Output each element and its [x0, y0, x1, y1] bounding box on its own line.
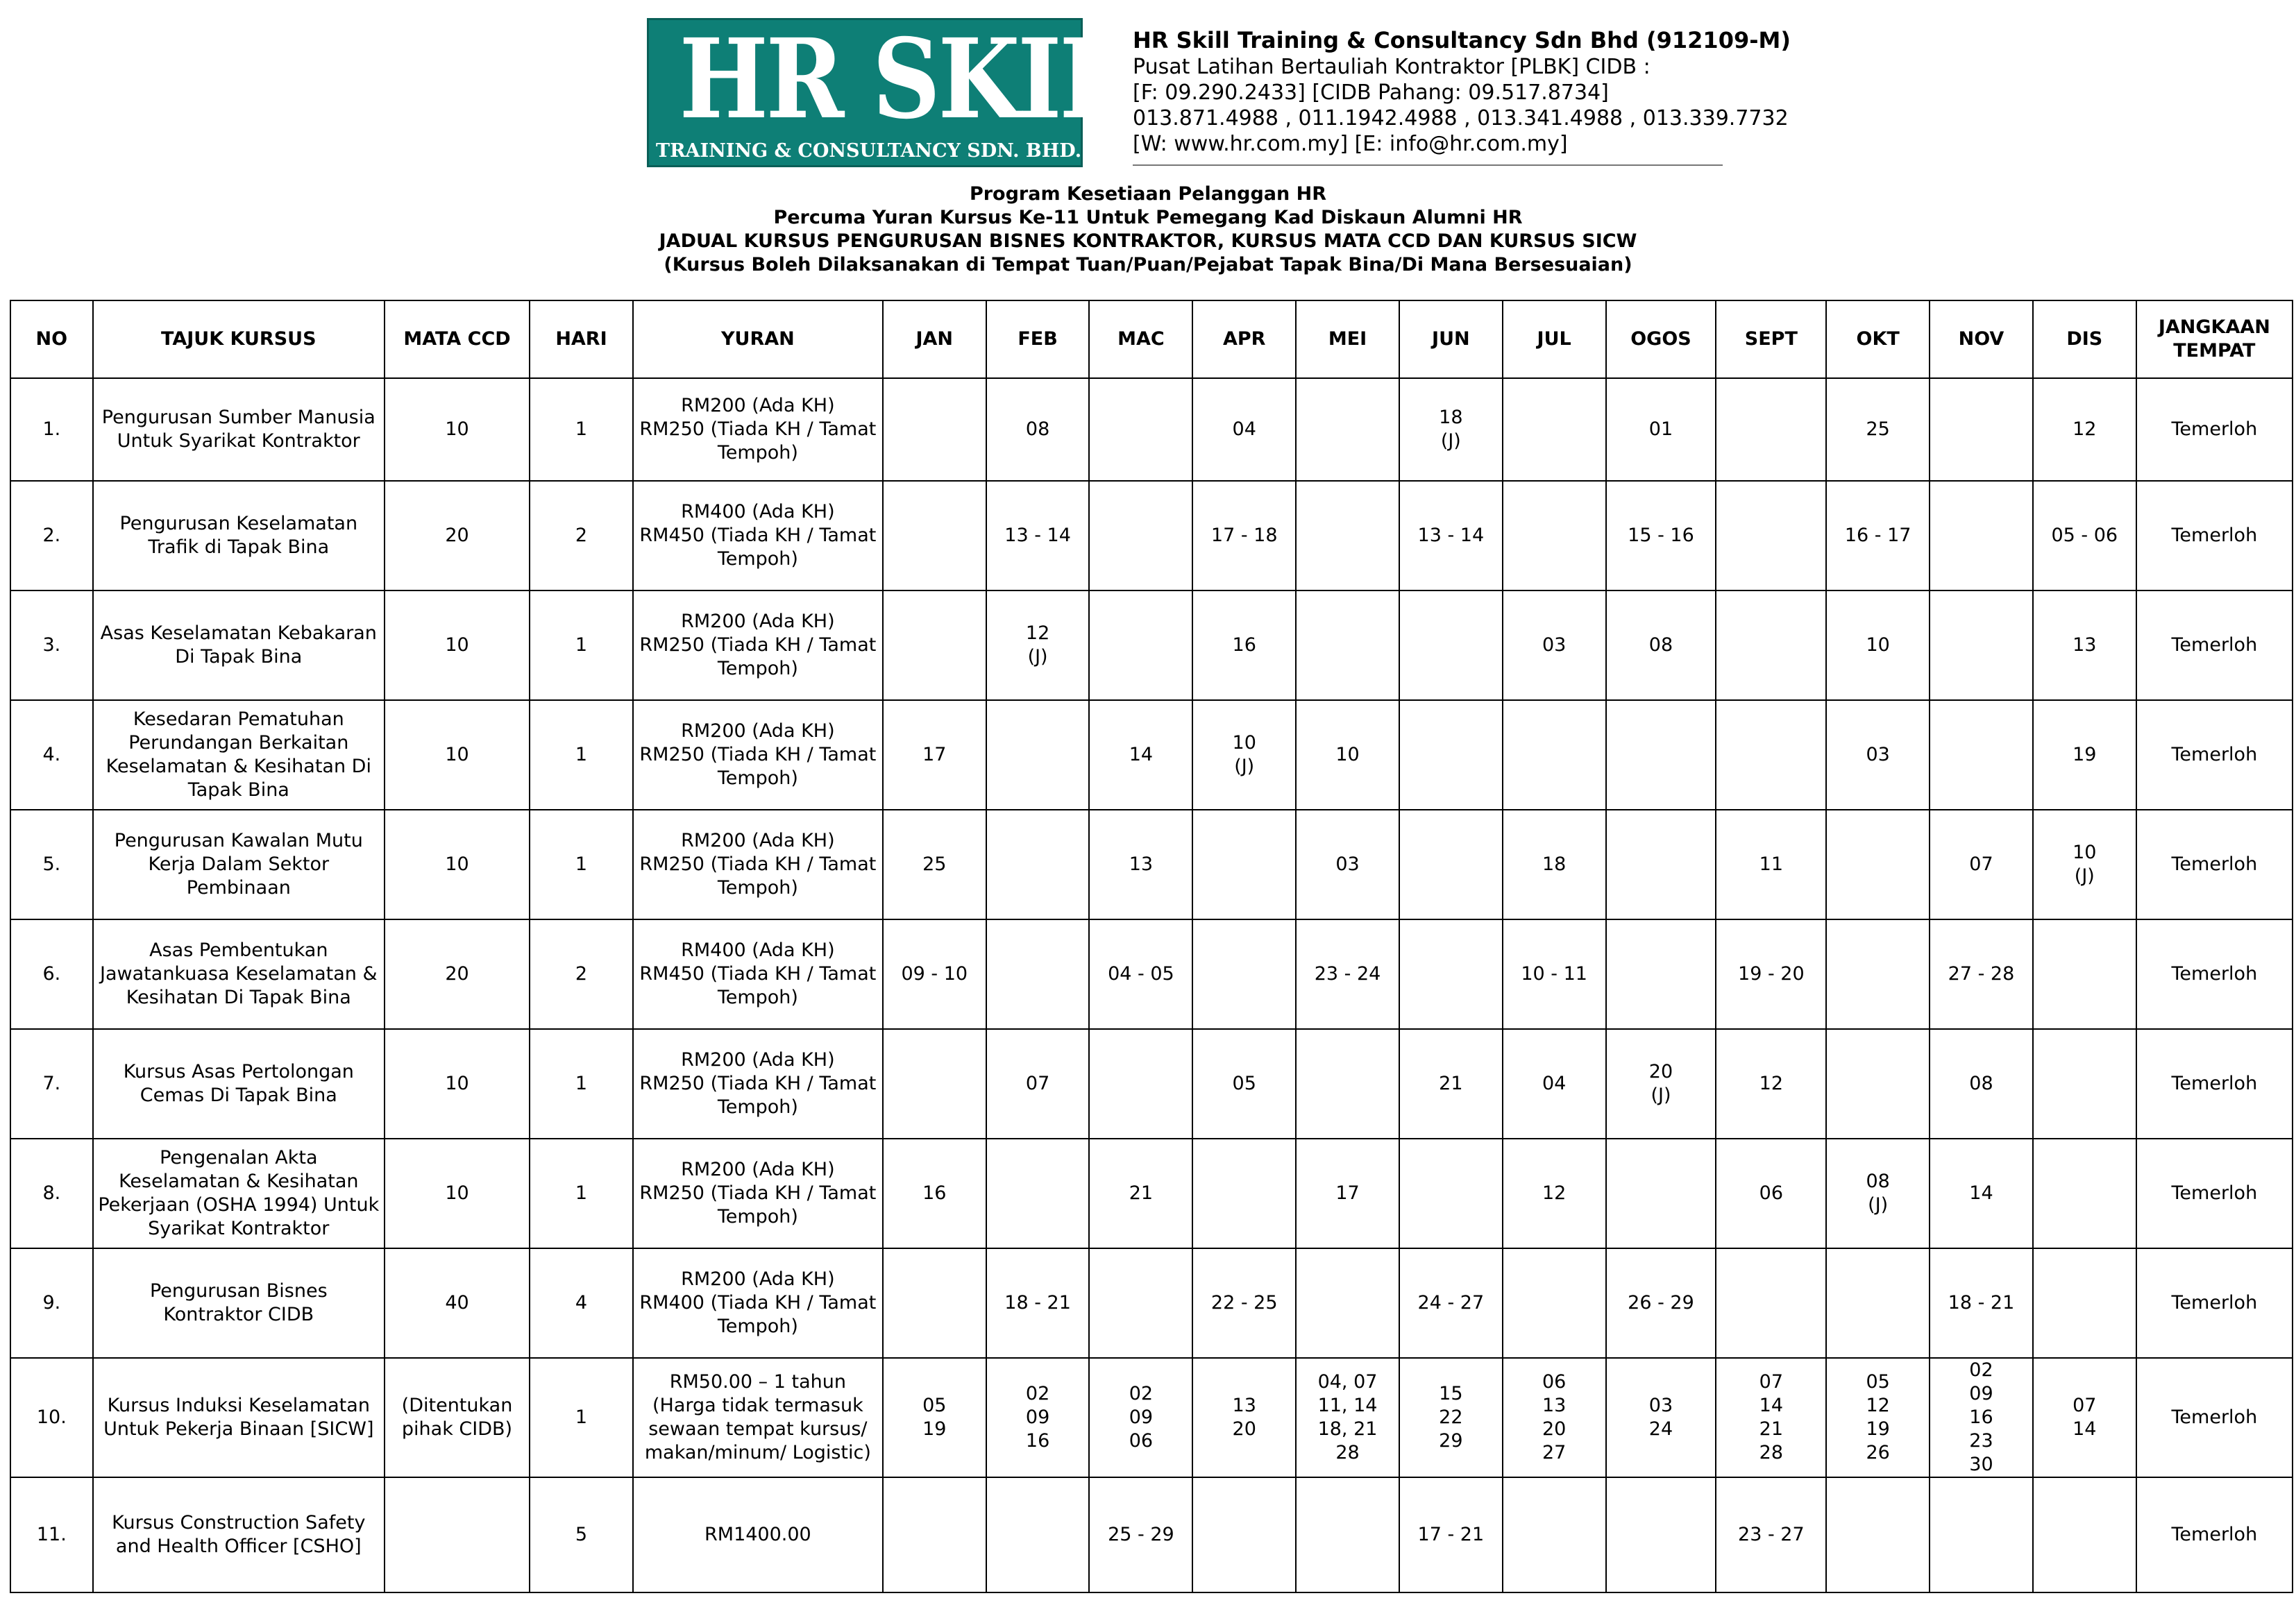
- schedule-cell: 12: [1503, 1139, 1606, 1248]
- course-days: 2: [530, 481, 633, 590]
- ccd-points: (Ditentukan pihak CIDB): [385, 1358, 530, 1477]
- title-line-2: Percuma Yuran Kursus Ke-11 Untuk Pemegang Kad Diskaun Alumni HR: [773, 207, 1523, 228]
- column-header: JANGKAAN TEMPAT: [2136, 300, 2293, 378]
- ccd-points: 40: [385, 1248, 530, 1358]
- company-line-2: [F: 09.290.2433] [CIDB Pahang: 09.517.8734]: [1133, 80, 1609, 105]
- course-title: Asas Keselamatan Kebakaran Di Tapak Bina: [93, 590, 385, 700]
- column-header: MEI: [1296, 300, 1399, 378]
- course-fee: RM200 (Ada KH) RM250 (Tiada KH / Tamat Tempoh): [633, 1029, 883, 1139]
- course-days: 1: [530, 590, 633, 700]
- schedule-cell: 19 - 20: [1716, 919, 1826, 1029]
- schedule-cell: [1192, 1139, 1296, 1248]
- schedule-cell: [1826, 1029, 1930, 1139]
- header-divider: [1133, 164, 1723, 166]
- schedule-cell: [1606, 1139, 1716, 1248]
- schedule-cell: [1399, 810, 1503, 919]
- schedule-cell: [2033, 1139, 2136, 1248]
- schedule-cell: [1826, 810, 1930, 919]
- course-days: 1: [530, 810, 633, 919]
- table-row: [10, 1248, 2293, 1358]
- schedule-cell: [1192, 919, 1296, 1029]
- schedule-cell: [883, 1248, 986, 1358]
- ccd-points: 10: [385, 1029, 530, 1139]
- schedule-cell: [1399, 919, 1503, 1029]
- schedule-cell: 18 (J): [1399, 378, 1503, 481]
- schedule-cell: 07: [1930, 810, 2033, 919]
- ccd-points: [385, 1477, 530, 1592]
- schedule-cell: [1716, 590, 1826, 700]
- course-title: Pengurusan Kawalan Mutu Kerja Dalam Sektor Pembinaan: [93, 810, 385, 919]
- column-header: APR: [1192, 300, 1296, 378]
- table-row: [10, 700, 2293, 810]
- schedule-cell: [1296, 1248, 1399, 1358]
- schedule-cell: 08: [1606, 590, 1716, 700]
- schedule-cell: [2033, 1029, 2136, 1139]
- schedule-cell: 19: [2033, 700, 2136, 810]
- schedule-cell: [1089, 1029, 1192, 1139]
- venue: Temerloh: [2136, 1358, 2293, 1477]
- schedule-cell: 05 19: [883, 1358, 986, 1477]
- column-header: NO: [10, 300, 93, 378]
- schedule-cell: 01: [1606, 378, 1716, 481]
- schedule-cell: [883, 590, 986, 700]
- schedule-cell: 03 24: [1606, 1358, 1716, 1477]
- venue: Temerloh: [2136, 1477, 2293, 1592]
- table-row: [10, 919, 2293, 1029]
- schedule-cell: 02 09 16: [986, 1358, 1090, 1477]
- schedule-cell: [986, 810, 1090, 919]
- column-header: OKT: [1826, 300, 1930, 378]
- table-row: [10, 1477, 2293, 1592]
- schedule-cell: 15 22 29: [1399, 1358, 1503, 1477]
- schedule-cell: 16: [1192, 590, 1296, 700]
- row-number: 7.: [10, 1029, 93, 1139]
- course-days: 4: [530, 1248, 633, 1358]
- table-row: [10, 481, 2293, 590]
- ccd-points: 10: [385, 700, 530, 810]
- schedule-cell: [1503, 481, 1606, 590]
- schedule-cell: 12: [2033, 378, 2136, 481]
- schedule-cell: 21: [1089, 1139, 1192, 1248]
- course-fee: RM200 (Ada KH) RM250 (Tiada KH / Tamat Tempoh): [633, 810, 883, 919]
- column-header: NOV: [1930, 300, 2033, 378]
- company-name: HR Skill Training & Consultancy Sdn Bhd (912109-M): [1133, 27, 1791, 53]
- course-title: Pengurusan Keselamatan Trafik di Tapak Bina: [93, 481, 385, 590]
- schedule-cell: [1826, 1248, 1930, 1358]
- schedule-cell: [1296, 1477, 1399, 1592]
- schedule-cell: 21: [1399, 1029, 1503, 1139]
- schedule-cell: 03: [1296, 810, 1399, 919]
- schedule-cell: [1089, 481, 1192, 590]
- course-days: 1: [530, 378, 633, 481]
- venue: Temerloh: [2136, 481, 2293, 590]
- schedule-cell: [883, 481, 986, 590]
- column-header: HARI: [530, 300, 633, 378]
- table-row: [10, 1029, 2293, 1139]
- column-header: JUL: [1503, 300, 1606, 378]
- schedule-cell: 18 - 21: [1930, 1248, 2033, 1358]
- course-fee: RM50.00 – 1 tahun (Harga tidak termasuk sewaan tempat kursus/ makan/minum/ Logistic): [633, 1358, 883, 1477]
- schedule-cell: 25 - 29: [1089, 1477, 1192, 1592]
- schedule-cell: 13 20: [1192, 1358, 1296, 1477]
- company-line-1: Pusat Latihan Bertauliah Kontraktor [PLBK] CIDB :: [1133, 55, 1651, 79]
- schedule-cell: [1399, 700, 1503, 810]
- schedule-cell: 10: [1826, 590, 1930, 700]
- column-header: JUN: [1399, 300, 1503, 378]
- schedule-cell: 16 - 17: [1826, 481, 1930, 590]
- schedule-cell: 10 (J): [2033, 810, 2136, 919]
- schedule-cell: 16: [883, 1139, 986, 1248]
- schedule-cell: 17: [1296, 1139, 1399, 1248]
- row-number: 2.: [10, 481, 93, 590]
- row-number: 9.: [10, 1248, 93, 1358]
- company-phones: 013.871.4988 , 011.1942.4988 , 013.341.4988 , 013.339.7732: [1133, 106, 1789, 130]
- course-days: 1: [530, 1029, 633, 1139]
- row-number: 11.: [10, 1477, 93, 1592]
- course-title: Pengenalan Akta Keselamatan & Kesihatan Pekerjaan (OSHA 1994) Untuk Syarikat Kontraktor: [93, 1139, 385, 1248]
- ccd-points: 10: [385, 590, 530, 700]
- schedule-cell: 22 - 25: [1192, 1248, 1296, 1358]
- schedule-cell: [1930, 1477, 2033, 1592]
- schedule-cell: 17: [883, 700, 986, 810]
- column-header: MATA CCD: [385, 300, 530, 378]
- schedule-cell: [1089, 378, 1192, 481]
- schedule-cell: 04: [1192, 378, 1296, 481]
- course-title: Pengurusan Bisnes Kontraktor CIDB: [93, 1248, 385, 1358]
- venue: Temerloh: [2136, 1029, 2293, 1139]
- row-number: 6.: [10, 919, 93, 1029]
- course-days: 2: [530, 919, 633, 1029]
- schedule-cell: [1399, 590, 1503, 700]
- schedule-cell: [1606, 1477, 1716, 1592]
- schedule-cell: 26 - 29: [1606, 1248, 1716, 1358]
- course-schedule-table: [10, 300, 2293, 1593]
- schedule-cell: [883, 378, 986, 481]
- row-number: 1.: [10, 378, 93, 481]
- schedule-cell: 08: [1930, 1029, 2033, 1139]
- schedule-cell: 04, 07 11, 14 18, 21 28: [1296, 1358, 1399, 1477]
- schedule-cell: 18 - 21: [986, 1248, 1090, 1358]
- schedule-cell: [2033, 1477, 2136, 1592]
- course-fee: RM1400.00: [633, 1477, 883, 1592]
- course-title: Kursus Construction Safety and Health Officer [CSHO]: [93, 1477, 385, 1592]
- schedule-cell: 03: [1826, 700, 1930, 810]
- schedule-cell: 07: [986, 1029, 1090, 1139]
- schedule-cell: [1826, 919, 1930, 1029]
- venue: Temerloh: [2136, 919, 2293, 1029]
- column-header: DIS: [2033, 300, 2136, 378]
- schedule-cell: 06: [1716, 1139, 1826, 1248]
- company-info: [1133, 26, 1791, 157]
- course-fee: RM200 (Ada KH) RM400 (Tiada KH / Tamat Tempoh): [633, 1248, 883, 1358]
- schedule-cell: 03: [1503, 590, 1606, 700]
- schedule-cell: 27 - 28: [1930, 919, 2033, 1029]
- ccd-points: 10: [385, 810, 530, 919]
- schedule-cell: 05: [1192, 1029, 1296, 1139]
- course-days: 1: [530, 700, 633, 810]
- schedule-cell: 05 - 06: [2033, 481, 2136, 590]
- column-header: FEB: [986, 300, 1090, 378]
- schedule-cell: [1503, 1248, 1606, 1358]
- course-fee: RM400 (Ada KH) RM450 (Tiada KH / Tamat Tempoh): [633, 481, 883, 590]
- table-row: [10, 378, 2293, 481]
- course-fee: RM400 (Ada KH) RM450 (Tiada KH / Tamat Tempoh): [633, 919, 883, 1029]
- schedule-cell: 23 - 27: [1716, 1477, 1826, 1592]
- document-titles: [0, 182, 2296, 277]
- schedule-cell: 18: [1503, 810, 1606, 919]
- column-header: MAC: [1089, 300, 1192, 378]
- schedule-cell: 13 - 14: [986, 481, 1090, 590]
- course-title: Kursus Asas Pertolongan Cemas Di Tapak Bina: [93, 1029, 385, 1139]
- schedule-cell: [1716, 1248, 1826, 1358]
- column-header: SEPT: [1716, 300, 1826, 378]
- row-number: 10.: [10, 1358, 93, 1477]
- schedule-cell: 04 - 05: [1089, 919, 1192, 1029]
- schedule-cell: [1503, 378, 1606, 481]
- schedule-cell: 17 - 18: [1192, 481, 1296, 590]
- schedule-cell: 05 12 19 26: [1826, 1358, 1930, 1477]
- schedule-cell: 10: [1296, 700, 1399, 810]
- venue: Temerloh: [2136, 1248, 2293, 1358]
- ccd-points: 20: [385, 919, 530, 1029]
- row-number: 5.: [10, 810, 93, 919]
- schedule-cell: 20 (J): [1606, 1029, 1716, 1139]
- schedule-cell: 13: [1089, 810, 1192, 919]
- table-row: [10, 1139, 2293, 1248]
- schedule-cell: [1930, 378, 2033, 481]
- venue: Temerloh: [2136, 1139, 2293, 1248]
- schedule-cell: 15 - 16: [1606, 481, 1716, 590]
- schedule-cell: 11: [1716, 810, 1826, 919]
- schedule-cell: [1716, 700, 1826, 810]
- schedule-cell: 02 09 16 23 30: [1930, 1358, 2033, 1477]
- schedule-cell: [1930, 590, 2033, 700]
- course-days: 1: [530, 1358, 633, 1477]
- schedule-cell: 12: [1716, 1029, 1826, 1139]
- schedule-cell: 12 (J): [986, 590, 1090, 700]
- schedule-cell: [1503, 1477, 1606, 1592]
- venue: Temerloh: [2136, 378, 2293, 481]
- schedule-cell: [1399, 1139, 1503, 1248]
- schedule-cell: [1296, 378, 1399, 481]
- schedule-cell: 14: [1089, 700, 1192, 810]
- venue: Temerloh: [2136, 700, 2293, 810]
- title-line-4: (Kursus Boleh Dilaksanakan di Tempat Tuan/Puan/Pejabat Tapak Bina/Di Mana Bersesuaian): [664, 254, 1632, 275]
- course-title: Kesedaran Pematuhan Perundangan Berkaitan Keselamatan & Kesihatan Di Tapak Bina: [93, 700, 385, 810]
- schedule-cell: [1192, 1477, 1296, 1592]
- schedule-cell: [1296, 481, 1399, 590]
- schedule-cell: 02 09 06: [1089, 1358, 1192, 1477]
- schedule-cell: [1930, 700, 2033, 810]
- row-number: 4.: [10, 700, 93, 810]
- company-logo: [647, 15, 1188, 167]
- table-row: [10, 590, 2293, 700]
- schedule-cell: [1606, 919, 1716, 1029]
- course-title: Asas Pembentukan Jawatankuasa Keselamatan & Kesihatan Di Tapak Bina: [93, 919, 385, 1029]
- schedule-cell: [2033, 1248, 2136, 1358]
- column-header: TAJUK KURSUS: [93, 300, 385, 378]
- schedule-cell: [1296, 590, 1399, 700]
- schedule-cell: [883, 1029, 986, 1139]
- schedule-cell: [1089, 1248, 1192, 1358]
- course-title: Pengurusan Sumber Manusia Untuk Syarikat Kontraktor: [93, 378, 385, 481]
- schedule-cell: [1716, 481, 1826, 590]
- course-fee: RM200 (Ada KH) RM250 (Tiada KH / Tamat Tempoh): [633, 1139, 883, 1248]
- schedule-cell: [883, 1477, 986, 1592]
- schedule-cell: [1606, 810, 1716, 919]
- schedule-cell: 17 - 21: [1399, 1477, 1503, 1592]
- course-days: 1: [530, 1139, 633, 1248]
- schedule-cell: 04: [1503, 1029, 1606, 1139]
- table-row: [10, 1358, 2293, 1477]
- schedule-cell: [2033, 919, 2136, 1029]
- schedule-cell: 13: [2033, 590, 2136, 700]
- schedule-cell: [1296, 1029, 1399, 1139]
- ccd-points: 10: [385, 378, 530, 481]
- schedule-cell: 07 14: [2033, 1358, 2136, 1477]
- column-header: OGOS: [1606, 300, 1716, 378]
- course-title: Kursus Induksi Keselamatan Untuk Pekerja Binaan [SICW]: [93, 1358, 385, 1477]
- table-row: [10, 810, 2293, 919]
- schedule-cell: [1089, 590, 1192, 700]
- venue: Temerloh: [2136, 590, 2293, 700]
- row-number: 8.: [10, 1139, 93, 1248]
- schedule-cell: [986, 1477, 1090, 1592]
- schedule-cell: 24 - 27: [1399, 1248, 1503, 1358]
- schedule-cell: 14: [1930, 1139, 2033, 1248]
- course-fee: RM200 (Ada KH) RM250 (Tiada KH / Tamat Tempoh): [633, 378, 883, 481]
- schedule-cell: 23 - 24: [1296, 919, 1399, 1029]
- course-fee: RM200 (Ada KH) RM250 (Tiada KH / Tamat Tempoh): [633, 700, 883, 810]
- company-web-email: [W: www.hr.com.my] [E: info@hr.com.my]: [1133, 132, 1568, 156]
- logo-sub-text: TRAINING & CONSULTANCY SDN. BHD.: [656, 140, 1082, 162]
- column-header: JAN: [883, 300, 986, 378]
- schedule-cell: 08: [986, 378, 1090, 481]
- ccd-points: 10: [385, 1139, 530, 1248]
- logo-main-text: HR SKILL: [679, 15, 1188, 144]
- table-body: [10, 378, 2293, 1592]
- column-header: YURAN: [633, 300, 883, 378]
- row-number: 3.: [10, 590, 93, 700]
- schedule-cell: 09 - 10: [883, 919, 986, 1029]
- schedule-cell: [986, 919, 1090, 1029]
- schedule-cell: 13 - 14: [1399, 481, 1503, 590]
- table-header-row: [10, 300, 2293, 378]
- schedule-cell: 06 13 20 27: [1503, 1358, 1606, 1477]
- schedule-cell: [986, 700, 1090, 810]
- schedule-cell: 10 - 11: [1503, 919, 1606, 1029]
- schedule-cell: 07 14 21 28: [1716, 1358, 1826, 1477]
- course-fee: RM200 (Ada KH) RM250 (Tiada KH / Tamat Tempoh): [633, 590, 883, 700]
- schedule-cell: [1503, 700, 1606, 810]
- schedule-cell: [1606, 700, 1716, 810]
- schedule-cell: 10 (J): [1192, 700, 1296, 810]
- schedule-cell: 25: [883, 810, 986, 919]
- schedule-cell: [1192, 810, 1296, 919]
- title-line-1: Program Kesetiaan Pelanggan HR: [969, 183, 1327, 205]
- schedule-cell: [986, 1139, 1090, 1248]
- ccd-points: 20: [385, 481, 530, 590]
- venue: Temerloh: [2136, 810, 2293, 919]
- schedule-cell: 25: [1826, 378, 1930, 481]
- schedule-cell: [1716, 378, 1826, 481]
- schedule-cell: [1826, 1477, 1930, 1592]
- course-days: 5: [530, 1477, 633, 1592]
- schedule-cell: [1930, 481, 2033, 590]
- title-line-3: JADUAL KURSUS PENGURUSAN BISNES KONTRAKTOR, KURSUS MATA CCD DAN KURSUS SICW: [659, 230, 1637, 252]
- schedule-cell: 08 (J): [1826, 1139, 1930, 1248]
